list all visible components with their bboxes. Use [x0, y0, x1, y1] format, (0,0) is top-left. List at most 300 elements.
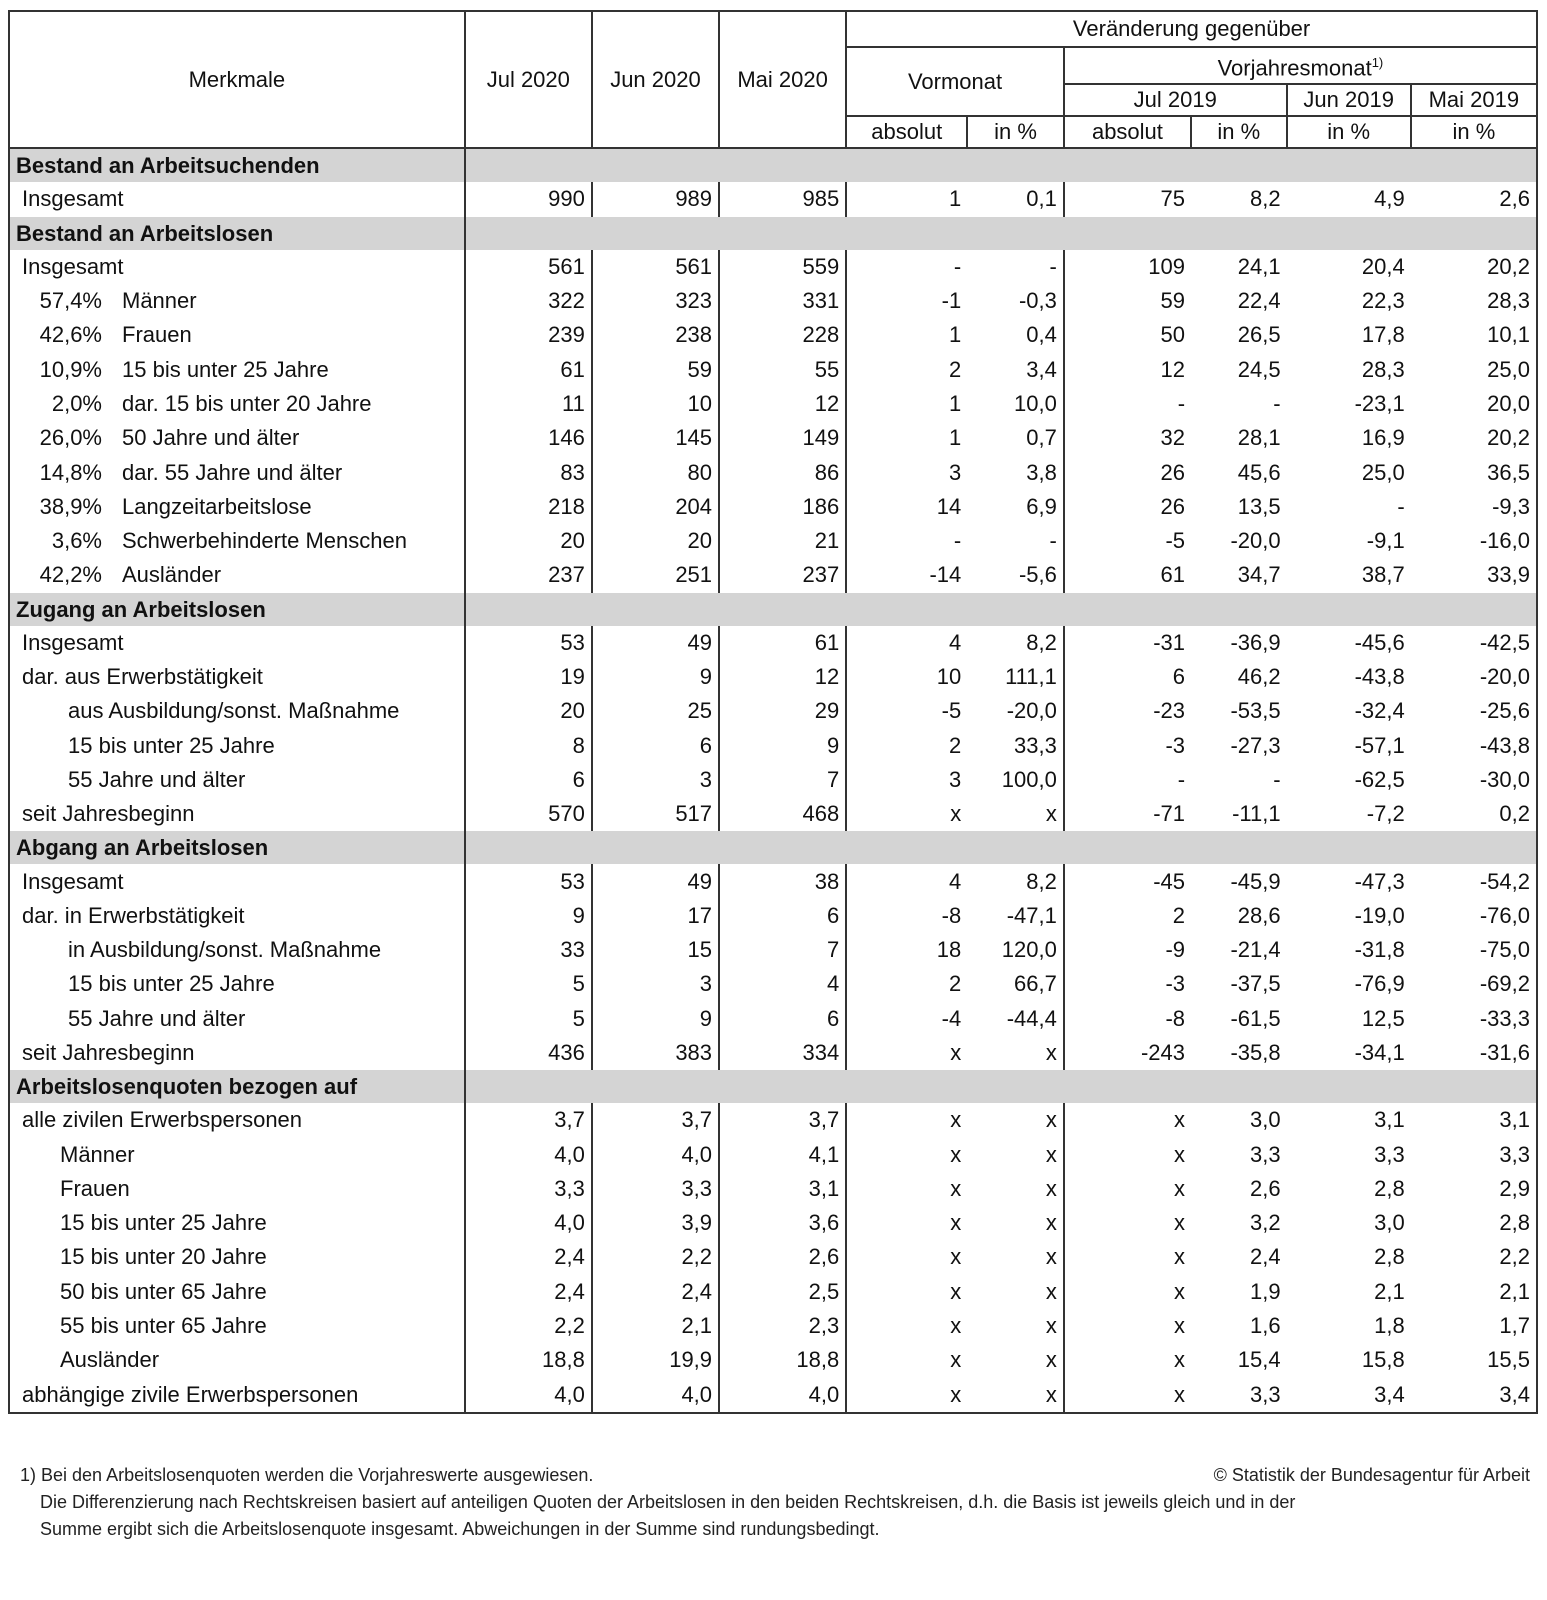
- value-cell: 2: [948, 732, 962, 758]
- value-cell: 559: [719, 250, 846, 284]
- value-cell: 3,3: [1250, 1141, 1281, 1167]
- row-label: 55 Jahre und älter: [68, 1005, 246, 1031]
- value-cell: 11: [465, 387, 592, 421]
- value-cell: 28,3: [1361, 356, 1405, 382]
- value-cell: -20,0: [1479, 664, 1530, 690]
- value-cell: -31: [1153, 629, 1186, 655]
- value-cell: -1: [941, 288, 962, 314]
- row-label-cell: [9, 626, 465, 660]
- value-cell: -5: [941, 698, 962, 724]
- row-label-cell: [9, 694, 465, 728]
- value-cell: 49: [592, 626, 719, 660]
- table-row: [9, 899, 1537, 933]
- value-cell: x: [967, 1275, 1064, 1309]
- value-cell: x: [967, 1309, 1064, 1343]
- value-cell: 24,1: [1237, 253, 1281, 279]
- value-cell: -4: [941, 1005, 962, 1031]
- table-row: [9, 182, 1537, 216]
- table-row: [9, 967, 1537, 1001]
- value-cell: -9: [1165, 937, 1186, 963]
- value-cell: 10: [592, 387, 719, 421]
- table-row: [9, 1206, 1537, 1240]
- value-cell: -243: [1140, 1040, 1186, 1065]
- value-cell: 28,6: [1237, 902, 1281, 928]
- table-row: [9, 490, 1537, 524]
- value-cell: -30,0: [1479, 766, 1530, 792]
- value-cell: 9: [719, 728, 846, 762]
- value-cell: 6,9: [967, 490, 1064, 524]
- row-label-cell: [9, 933, 465, 967]
- value-cell: 4,9: [1374, 186, 1405, 212]
- share-percent: 2,0%: [51, 390, 102, 416]
- value-cell: 6: [719, 899, 846, 933]
- value-cell: 5: [465, 967, 592, 1001]
- value-cell: -: [967, 250, 1064, 284]
- value-cell: x: [950, 1347, 962, 1373]
- value-cell: 86: [719, 455, 846, 489]
- value-cell: 10,0: [967, 387, 1064, 421]
- value-cell: -23: [1153, 698, 1186, 724]
- value-cell: -75,0: [1479, 937, 1530, 963]
- value-cell: -25,6: [1479, 698, 1530, 724]
- value-cell: 33: [465, 933, 592, 967]
- value-cell: x: [1174, 1347, 1186, 1373]
- row-label: 15 bis unter 25 Jahre: [68, 732, 275, 758]
- value-cell: 14: [936, 493, 962, 519]
- value-cell: 149: [719, 421, 846, 455]
- value-cell: 8,2: [967, 626, 1064, 660]
- value-cell: x: [1174, 1210, 1186, 1236]
- value-cell: 146: [465, 421, 592, 455]
- value-cell: 100,0: [967, 763, 1064, 797]
- value-cell: -54,2: [1479, 868, 1530, 894]
- table-row: [9, 763, 1537, 797]
- value-cell: x: [967, 1378, 1064, 1413]
- value-cell: 26: [1160, 493, 1186, 519]
- value-cell: -: [953, 528, 962, 554]
- value-cell: x: [950, 1107, 962, 1133]
- row-label-cell: [9, 660, 465, 694]
- row-label: Ausländer: [60, 1347, 160, 1373]
- row-label: dar. aus Erwerbstätigkeit: [22, 664, 263, 690]
- row-label: Ausländer: [122, 562, 222, 588]
- value-cell: 17: [592, 899, 719, 933]
- row-label-cell: [9, 1240, 465, 1274]
- value-cell: 7: [719, 763, 846, 797]
- table-row: [9, 1343, 1537, 1377]
- value-cell: -20,0: [967, 694, 1064, 728]
- row-label: Langzeitarbeitslose: [122, 493, 312, 519]
- value-cell: 4,0: [465, 1137, 592, 1171]
- table-row: [9, 1002, 1537, 1036]
- value-cell: 18,8: [719, 1343, 846, 1377]
- value-cell: 80: [592, 455, 719, 489]
- value-cell: x: [950, 1278, 962, 1304]
- value-cell: 109: [1148, 253, 1186, 279]
- row-label: 50 bis unter 65 Jahre: [60, 1278, 267, 1304]
- copyright-text: © Statistik der Bundesagentur für Arbeit: [1213, 1465, 1530, 1485]
- table-header: [9, 11, 1537, 148]
- value-cell: 12,5: [1361, 1005, 1405, 1031]
- value-cell: 251: [592, 558, 719, 592]
- row-label-cell: [9, 353, 465, 387]
- value-cell: 436: [465, 1036, 592, 1070]
- value-cell: -43,8: [1354, 664, 1405, 690]
- value-cell: 3,3: [465, 1172, 592, 1206]
- value-cell: 120,0: [967, 933, 1064, 967]
- value-cell: 33,9: [1487, 562, 1530, 588]
- value-cell: 2,4: [592, 1275, 719, 1309]
- row-label: dar. 55 Jahre und älter: [122, 459, 343, 485]
- value-cell: 2,4: [465, 1240, 592, 1274]
- value-cell: 331: [719, 284, 846, 318]
- value-cell: 6: [719, 1002, 846, 1036]
- value-cell: x: [950, 1141, 962, 1167]
- value-cell: 2,8: [1374, 1175, 1405, 1201]
- row-label-cell: [9, 864, 465, 898]
- table-row: [9, 660, 1537, 694]
- value-cell: -5: [1165, 528, 1186, 554]
- row-label-cell: [9, 387, 465, 421]
- value-cell: -3: [1165, 971, 1186, 997]
- value-cell: 20,2: [1487, 425, 1530, 451]
- value-cell: -47,3: [1354, 868, 1405, 894]
- table-row: [9, 728, 1537, 762]
- table-row: [9, 387, 1537, 421]
- value-cell: x: [950, 1210, 962, 1236]
- value-cell: -16,0: [1479, 528, 1530, 554]
- value-cell: 25,0: [1487, 356, 1530, 382]
- header-vormonat: Vormonat: [846, 47, 1064, 116]
- row-label: Insgesamt: [22, 186, 124, 212]
- header-mai2019-pct: in %: [1411, 116, 1537, 148]
- value-cell: 2,1: [1374, 1278, 1405, 1304]
- share-percent: 10,9%: [39, 356, 102, 382]
- value-cell: x: [967, 1036, 1064, 1070]
- row-label: 55 bis unter 65 Jahre: [60, 1313, 267, 1339]
- value-cell: 3,7: [719, 1103, 846, 1137]
- value-cell: 238: [592, 318, 719, 352]
- value-cell: x: [967, 1172, 1064, 1206]
- value-cell: 53: [465, 864, 592, 898]
- value-cell: 3,8: [967, 455, 1064, 489]
- value-cell: 3,1: [1499, 1107, 1530, 1133]
- value-cell: -45,6: [1354, 629, 1405, 655]
- section-fill: [465, 217, 1537, 250]
- value-cell: 3,4: [967, 353, 1064, 387]
- value-cell: 29: [719, 694, 846, 728]
- value-cell: 9: [465, 899, 592, 933]
- value-cell: -: [1177, 390, 1186, 416]
- header-merkmale: Merkmale: [9, 11, 465, 148]
- row-label-cell: [9, 524, 465, 558]
- value-cell: 3,3: [1499, 1141, 1530, 1167]
- header-jun-2019: Jun 2019: [1287, 84, 1411, 116]
- row-label-cell: [9, 1309, 465, 1343]
- value-cell: 12: [719, 387, 846, 421]
- section-header-row: [9, 217, 1537, 250]
- table-row: [9, 250, 1537, 284]
- value-cell: 10,1: [1487, 322, 1530, 348]
- value-cell: 228: [719, 318, 846, 352]
- value-cell: -3: [1165, 732, 1186, 758]
- value-cell: 3,3: [592, 1172, 719, 1206]
- row-label-cell: [9, 1036, 465, 1070]
- header-jul-2019: Jul 2019: [1064, 84, 1287, 116]
- table-row: [9, 524, 1537, 558]
- value-cell: 17,8: [1361, 322, 1405, 348]
- value-cell: x: [1174, 1278, 1186, 1304]
- table-row: [9, 864, 1537, 898]
- header-jun-2020: Jun 2020: [592, 11, 719, 148]
- row-label: seit Jahresbeginn: [22, 801, 195, 827]
- value-cell: 3,1: [719, 1172, 846, 1206]
- header-vormonat-pct: in %: [967, 116, 1064, 148]
- value-cell: 3: [948, 459, 962, 485]
- value-cell: -19,0: [1354, 902, 1405, 928]
- row-label: Insgesamt: [22, 629, 124, 655]
- value-cell: 9: [592, 660, 719, 694]
- value-cell: -76,0: [1479, 902, 1530, 928]
- value-cell: 22,4: [1237, 288, 1281, 314]
- row-label-cell: [9, 1002, 465, 1036]
- value-cell: 32: [1160, 425, 1186, 451]
- value-cell: 34,7: [1237, 562, 1281, 588]
- value-cell: -14: [929, 562, 962, 588]
- value-cell: 19,9: [592, 1343, 719, 1377]
- value-cell: 239: [465, 318, 592, 352]
- value-cell: x: [1064, 1378, 1191, 1413]
- value-cell: 517: [592, 797, 719, 831]
- value-cell: 2,6: [719, 1240, 846, 1274]
- value-cell: 5: [465, 1002, 592, 1036]
- value-cell: 20: [465, 524, 592, 558]
- value-cell: 19: [465, 660, 592, 694]
- value-cell: 2,2: [465, 1309, 592, 1343]
- value-cell: 0,4: [967, 318, 1064, 352]
- header-mai-2020: Mai 2020: [719, 11, 846, 148]
- value-cell: 1: [948, 425, 962, 451]
- section-title: Bestand an Arbeitsuchenden: [9, 148, 465, 182]
- value-cell: 12: [1160, 356, 1186, 382]
- value-cell: 111,1: [967, 660, 1064, 694]
- row-label: 55 Jahre und älter: [68, 766, 246, 792]
- header-vorjahresmonat: [1064, 47, 1537, 84]
- row-label-cell: [9, 1275, 465, 1309]
- section-header-row: [9, 1070, 1537, 1103]
- share-percent: 26,0%: [39, 425, 102, 451]
- row-label: Männer: [122, 288, 197, 314]
- header-jul-2020: Jul 2020: [465, 11, 592, 148]
- value-cell: 2,2: [1499, 1244, 1530, 1270]
- header-vormonat-absolut: absolut: [846, 116, 967, 148]
- value-cell: -43,8: [1479, 732, 1530, 758]
- table-row: [9, 626, 1537, 660]
- value-cell: 4,0: [465, 1206, 592, 1240]
- table-row: [9, 933, 1537, 967]
- row-label-cell: [9, 899, 465, 933]
- value-cell: 1,8: [1374, 1313, 1405, 1339]
- value-cell: 18: [936, 937, 962, 963]
- value-cell: 26,5: [1237, 322, 1281, 348]
- table-body: [9, 148, 1537, 1413]
- value-cell: 3,7: [592, 1103, 719, 1137]
- value-cell: 2,1: [592, 1309, 719, 1343]
- value-cell: 38,7: [1361, 562, 1405, 588]
- value-cell: 3,7: [465, 1103, 592, 1137]
- row-label-cell: [9, 558, 465, 592]
- header-veraenderung: Veränderung gegenüber: [846, 11, 1537, 47]
- row-label: 50 Jahre und älter: [122, 425, 300, 451]
- table-row: [9, 421, 1537, 455]
- row-label-cell: [9, 1206, 465, 1240]
- value-cell: 8,2: [1250, 186, 1281, 212]
- value-cell: -57,1: [1354, 732, 1405, 758]
- value-cell: -45: [1153, 868, 1186, 894]
- value-cell: 237: [719, 558, 846, 592]
- value-cell: -37,5: [1230, 971, 1281, 997]
- value-cell: x: [967, 1343, 1064, 1377]
- share-percent: 42,6%: [39, 322, 102, 348]
- value-cell: -44,4: [967, 1002, 1064, 1036]
- value-cell: -35,8: [1230, 1040, 1281, 1065]
- value-cell: 468: [719, 797, 846, 831]
- value-cell: 8: [465, 728, 592, 762]
- value-cell: -31,6: [1479, 1040, 1530, 1065]
- footnote-3: Summe ergibt sich die Arbeitslosenquote insgesamt. Abweichungen in der Summe sind rundungsbedingt.: [40, 1519, 880, 1539]
- value-cell: 61: [719, 626, 846, 660]
- value-cell: -31,8: [1354, 937, 1405, 963]
- value-cell: x: [1174, 1141, 1186, 1167]
- value-cell: 1,7: [1499, 1313, 1530, 1339]
- value-cell: 2,5: [719, 1275, 846, 1309]
- value-cell: 989: [592, 182, 719, 216]
- footnote-mark: 1): [1371, 55, 1384, 70]
- value-cell: 1: [948, 186, 962, 212]
- value-cell: 3,9: [592, 1206, 719, 1240]
- header-jul2019-pct: in %: [1191, 116, 1287, 148]
- value-cell: 61: [1160, 562, 1186, 588]
- footer-notes: [20, 1462, 1530, 1543]
- row-label: Insgesamt: [22, 868, 124, 894]
- value-cell: 15,8: [1361, 1347, 1405, 1373]
- statistics-document: [8, 10, 1538, 1414]
- footnote-2: Die Differenzierung nach Rechtskreisen basiert auf anteiligen Quoten der Arbeitslosen in den beiden Rechtskreisen, d.h. die Basis ist jeweils gleich und in der: [40, 1492, 1296, 1512]
- row-label-cell: [9, 250, 465, 284]
- table-row: [9, 1036, 1537, 1070]
- value-cell: 561: [465, 250, 592, 284]
- row-label-cell: [9, 1343, 465, 1377]
- row-label-cell: [9, 967, 465, 1001]
- value-cell: 3,2: [1250, 1210, 1281, 1236]
- value-cell: 15: [592, 933, 719, 967]
- value-cell: 66,7: [967, 967, 1064, 1001]
- value-cell: -5,6: [967, 558, 1064, 592]
- table-row: [9, 1240, 1537, 1274]
- row-label-cell: [9, 1137, 465, 1171]
- section-fill: [465, 1070, 1537, 1103]
- value-cell: 28,3: [1487, 288, 1530, 314]
- row-label-cell: [9, 797, 465, 831]
- value-cell: -45,9: [1230, 868, 1281, 894]
- row-label: Männer: [60, 1141, 135, 1167]
- value-cell: 4: [948, 629, 962, 655]
- value-cell: x: [1174, 1244, 1186, 1270]
- value-cell: -9,3: [1492, 493, 1530, 519]
- value-cell: 3: [948, 766, 962, 792]
- value-cell: -7,2: [1366, 801, 1405, 827]
- table-row: [9, 1275, 1537, 1309]
- value-cell: 1: [948, 390, 962, 416]
- table-row: [9, 1309, 1537, 1343]
- value-cell: -8: [941, 902, 962, 928]
- value-cell: 0,7: [967, 421, 1064, 455]
- row-label: Frauen: [122, 322, 192, 348]
- value-cell: 8,2: [967, 864, 1064, 898]
- share-percent: 57,4%: [39, 288, 102, 314]
- value-cell: 3,3: [1191, 1378, 1287, 1413]
- section-title: Abgang an Arbeitslosen: [9, 831, 465, 864]
- value-cell: x: [967, 1103, 1064, 1137]
- value-cell: 36,5: [1487, 459, 1530, 485]
- header-mai-2019: Mai 2019: [1411, 84, 1537, 116]
- value-cell: -23,1: [1354, 390, 1405, 416]
- row-label-cell: [9, 728, 465, 762]
- value-cell: 20: [465, 694, 592, 728]
- value-cell: 4,0: [465, 1378, 592, 1413]
- value-cell: -47,1: [967, 899, 1064, 933]
- value-cell: 20,4: [1361, 253, 1405, 279]
- value-cell: x: [1174, 1313, 1186, 1339]
- row-label-cell: [9, 1378, 465, 1413]
- value-cell: 20,2: [1487, 253, 1530, 279]
- value-cell: 3,6: [719, 1206, 846, 1240]
- value-cell: 4,0: [592, 1137, 719, 1171]
- value-cell: x: [950, 1040, 962, 1065]
- value-cell: 12: [719, 660, 846, 694]
- value-cell: 218: [465, 490, 592, 524]
- value-cell: -0,3: [967, 284, 1064, 318]
- value-cell: 323: [592, 284, 719, 318]
- row-label-cell: [9, 182, 465, 216]
- value-cell: 18,8: [465, 1343, 592, 1377]
- table-row: [9, 694, 1537, 728]
- value-cell: 3,4: [1411, 1378, 1537, 1413]
- value-cell: 6: [465, 763, 592, 797]
- value-cell: 38: [719, 864, 846, 898]
- value-cell: 1: [948, 322, 962, 348]
- row-label: Schwerbehinderte Menschen: [122, 528, 407, 554]
- value-cell: 2,2: [592, 1240, 719, 1274]
- value-cell: 2,1: [1499, 1278, 1530, 1304]
- value-cell: -69,2: [1479, 971, 1530, 997]
- value-cell: x: [950, 1244, 962, 1270]
- row-label: in Ausbildung/sonst. Maßnahme: [68, 937, 382, 963]
- row-label: 15 bis unter 25 Jahre: [60, 1210, 267, 1236]
- row-label: abhängige zivile Erwerbspersonen: [22, 1381, 359, 1407]
- value-cell: 2: [1172, 902, 1186, 928]
- row-label: Frauen: [60, 1175, 130, 1201]
- row-label: alle zivilen Erwerbspersonen: [22, 1107, 303, 1133]
- row-label-cell: [9, 455, 465, 489]
- value-cell: 2,6: [1250, 1175, 1281, 1201]
- table-row: [9, 1103, 1537, 1137]
- value-cell: 28,1: [1237, 425, 1281, 451]
- value-cell: -34,1: [1354, 1040, 1405, 1065]
- value-cell: 4: [948, 868, 962, 894]
- value-cell: -42,5: [1479, 629, 1530, 655]
- row-label-cell: [9, 284, 465, 318]
